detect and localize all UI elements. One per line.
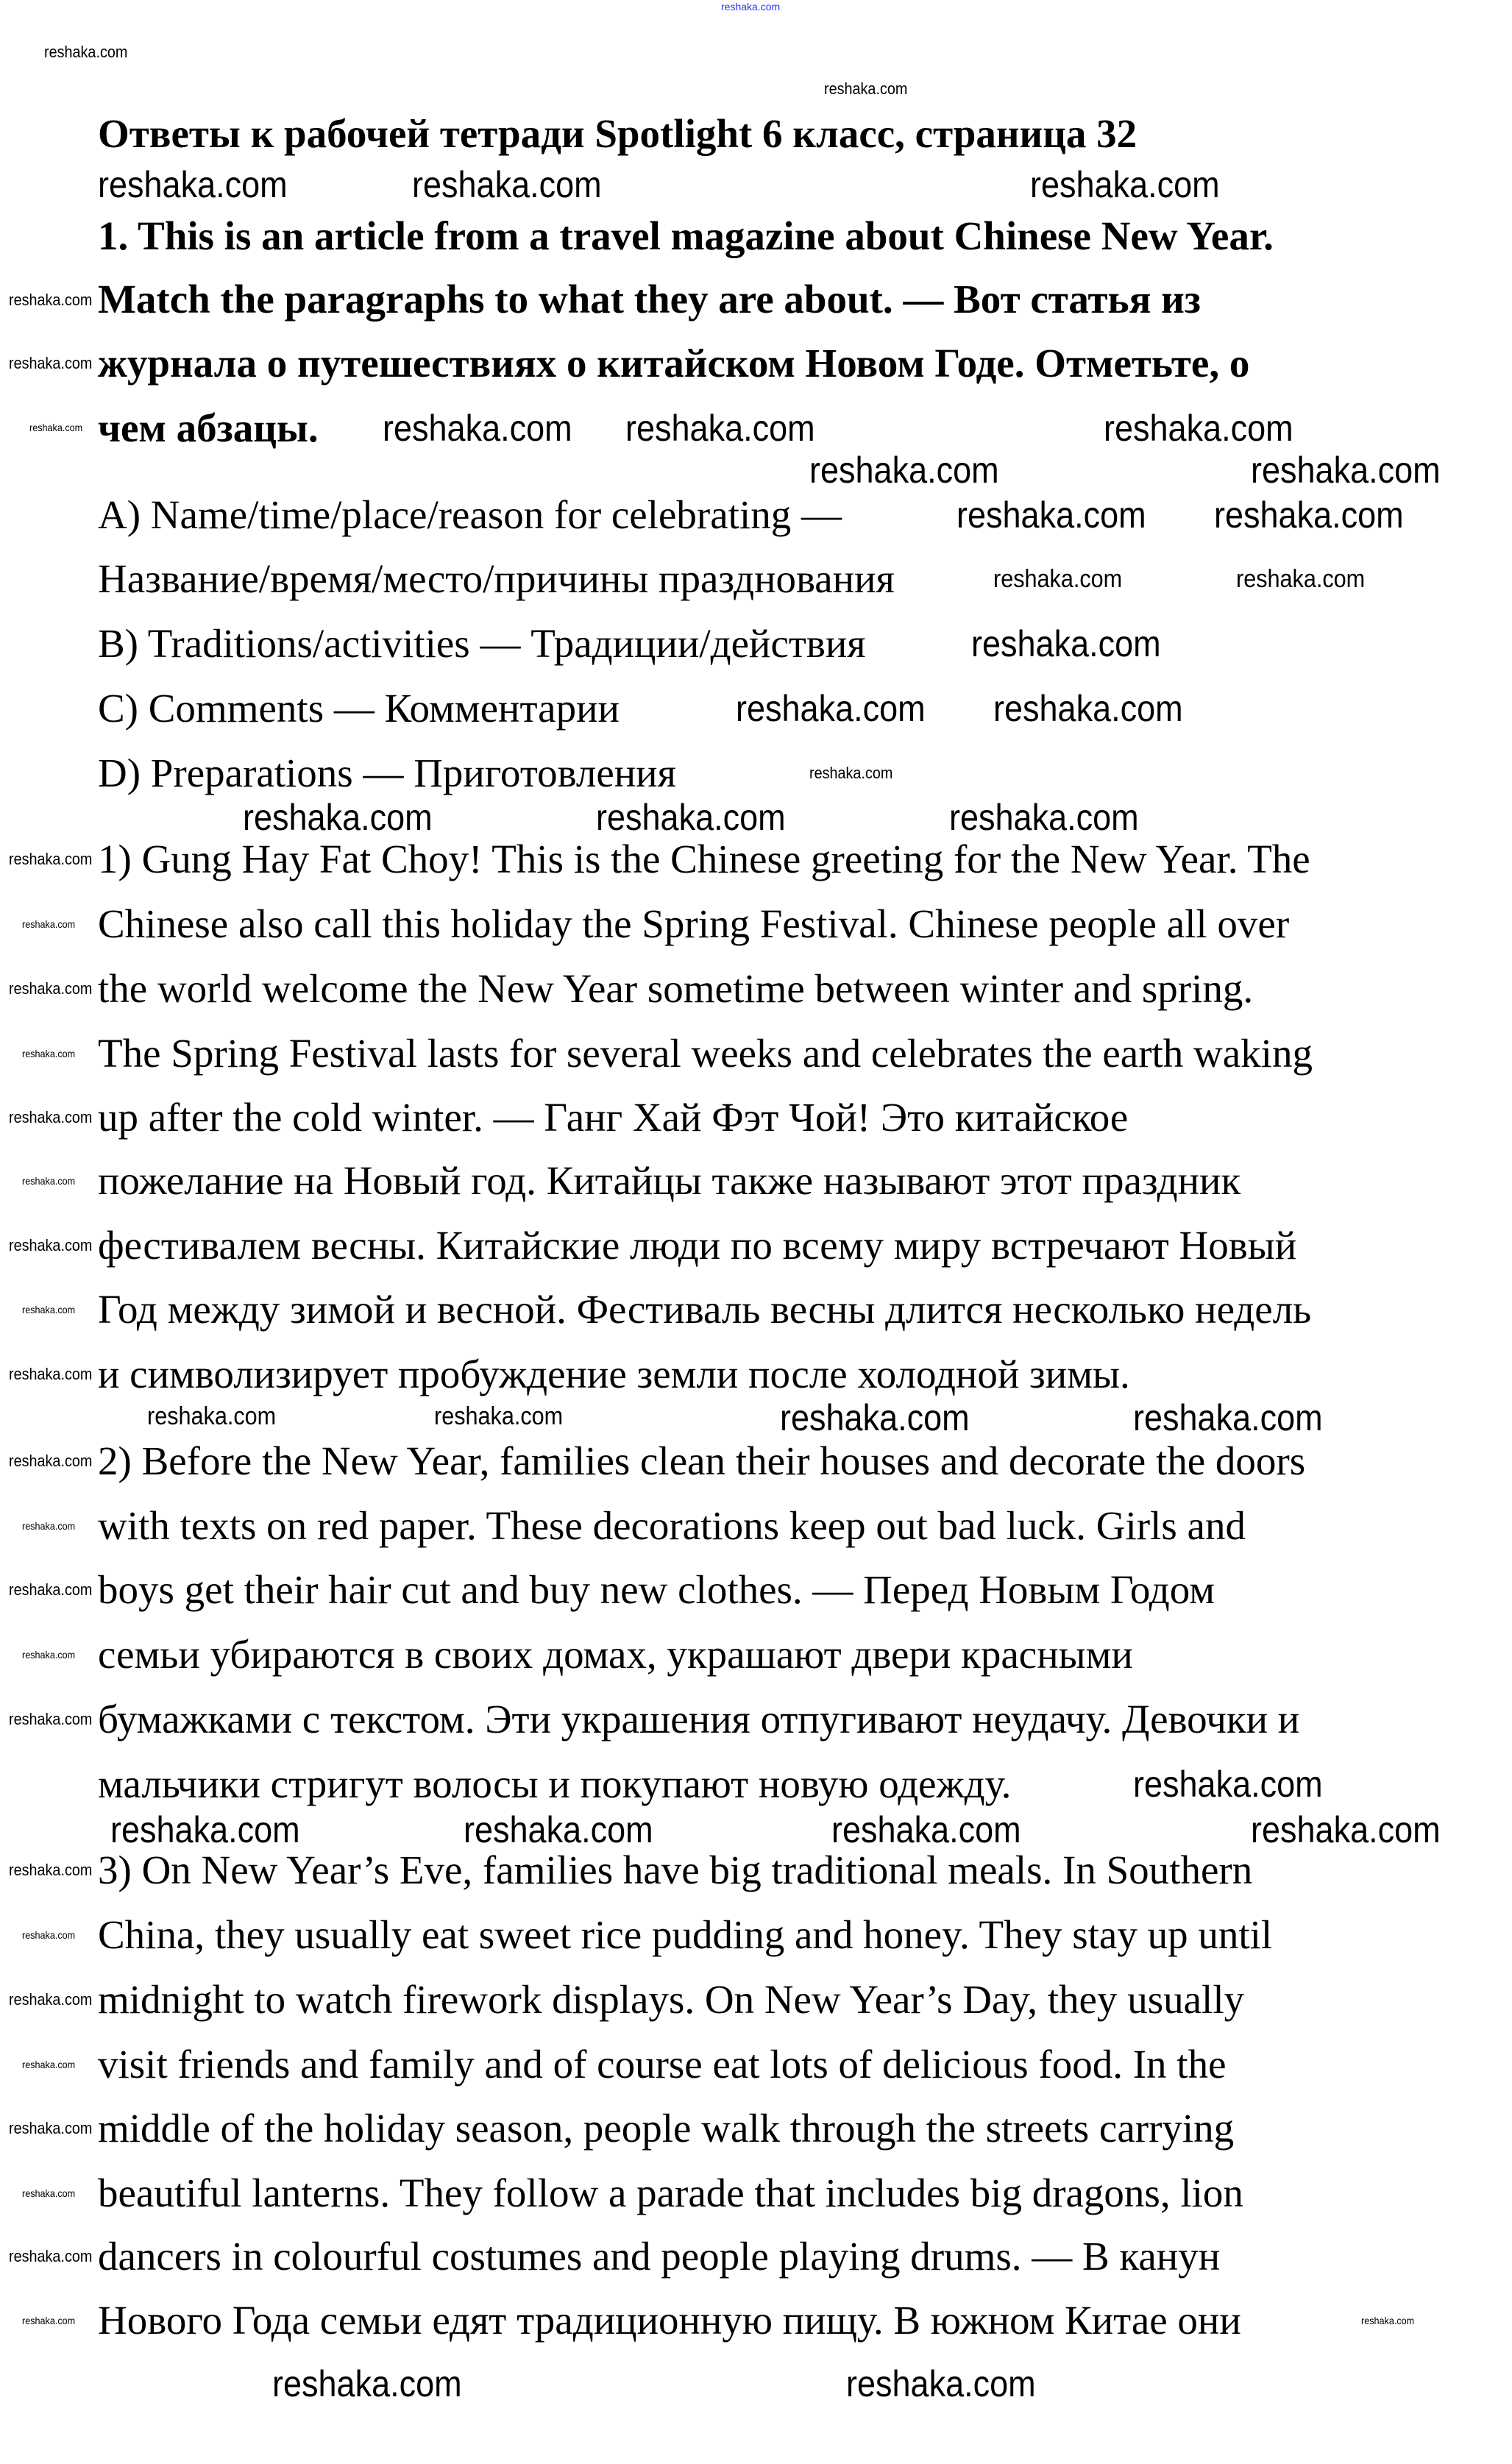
paragraph-1-line: и символизирует пробуждение земли после холодной зимы. [98,1352,1130,1396]
watermark: reshaka.com [22,918,76,930]
task-line: 1. This is an article from a travel magazine about Chinese New Year. [98,213,1274,258]
page-title: Ответы к рабочей тетради Spotlight 6 класс, страница 32 [98,111,1137,156]
watermark: reshaka.com [22,2315,76,2326]
paragraph-3-line: beautiful lanterns. They follow a parade that includes big dragons, lion [98,2170,1243,2215]
paragraph-3-line: midnight to watch firework displays. On New Year’s Day, they usually [98,1977,1245,2022]
paragraph-3-line: China, they usually eat sweet rice pudding and honey. They stay up until [98,1912,1273,1957]
option-line: C) Comments — Комментарии [98,686,620,731]
paragraph-2-line: семьи убираются в своих домах, украшают двери красными [98,1632,1133,1677]
watermark: reshaka.com [1251,450,1441,491]
watermark: reshaka.com [44,43,128,61]
paragraph-1-line: фестивалем весны. Китайские люди по всему миру встречают Новый [98,1223,1297,1268]
watermark: reshaka.com [949,797,1139,838]
paragraph-3-line: middle of the holiday season, people walk through the streets carrying [98,2106,1235,2151]
paragraph-1-line: 1) Gung Hay Fat Choy! This is the Chinese greeting for the New Year. The [98,837,1310,881]
paragraph-2-line: мальчики стригут волосы и покупают новую одежду. [98,1761,1012,1806]
watermark: reshaka.com [98,164,288,205]
watermark: reshaka.com [412,164,602,205]
watermark: reshaka.com [736,688,926,729]
watermark: reshaka.com [22,1649,76,1661]
paragraph-3-line: 3) On New Year’s Eve, families have big traditional meals. In Southern [98,1847,1253,1892]
watermark: reshaka.com [846,2363,1036,2404]
paragraph-1-line: the world welcome the New Year sometime between winter and spring. [98,966,1254,1011]
watermark: reshaka.com [596,797,786,838]
watermark: reshaka.com [22,1929,76,1941]
watermark: reshaka.com [625,408,815,449]
paragraph-2-line: 2) Before the New Year, families clean their houses and decorate the doors [98,1438,1306,1483]
watermark: reshaka.com [1030,164,1220,205]
watermark: reshaka.com [809,450,999,491]
paragraph-1-line: Год между зимой и весной. Фестиваль весны длится несколько недель [98,1287,1312,1332]
watermark: reshaka.com [9,979,93,998]
task-line: журнала о путешествиях о китайском Новом Годе. Отметьте, о [98,341,1250,386]
watermark: reshaka.com [9,354,93,372]
watermark: reshaka.com [22,2059,76,2070]
watermark: reshaka.com [1361,2315,1415,2326]
watermark: reshaka.com [22,1175,76,1187]
watermark: reshaka.com [9,850,93,868]
watermark: reshaka.com [9,291,93,309]
paragraph-1-line: Chinese also call this holiday the Spring Festival. Chinese people all over [98,901,1290,946]
watermark: reshaka.com [22,1520,76,1532]
paragraph-1-line: up after the cold winter. — Ганг Хай Фэт Чой! Это китайское [98,1095,1129,1140]
watermark: reshaka.com [9,1861,93,1879]
watermark: reshaka.com [383,408,572,449]
paragraph-2-line: with texts on red paper. These decorations keep out bad luck. Girls and [98,1503,1246,1548]
watermark: reshaka.com [1214,494,1404,536]
option-line: Название/время/место/причины празднования [98,556,895,601]
paragraph-1-line: The Spring Festival lasts for several weeks and celebrates the earth waking [98,1031,1313,1076]
watermark: reshaka.com [147,1402,277,1430]
watermark: reshaka.com [22,1304,76,1316]
watermark: reshaka.com [243,797,433,838]
watermark: reshaka.com [9,1108,93,1126]
watermark: reshaka.com [9,2247,93,2265]
watermark: reshaka.com [22,1048,76,1059]
watermark: reshaka.com [9,1236,93,1254]
watermark: reshaka.com [956,494,1146,536]
watermark: reshaka.com [9,1365,93,1383]
option-line: D) Preparations — Приготовления [98,750,676,795]
watermark: reshaka.com [9,1452,93,1470]
watermark: reshaka.com [780,1397,970,1438]
watermark: reshaka.com [29,422,83,433]
paragraph-1-line: пожелание на Новый год. Китайцы также называют этот праздник [98,1158,1241,1203]
watermark-top: reshaka.com [721,1,781,13]
watermark: reshaka.com [9,1990,93,2009]
watermark: reshaka.com [110,1809,300,1850]
watermark: reshaka.com [1251,1809,1441,1850]
watermark: reshaka.com [1133,1764,1323,1805]
paragraph-3-line: Нового Года семьи едят традиционную пищу. В южном Китае они [98,2298,1241,2343]
watermark: reshaka.com [434,1402,564,1430]
watermark: reshaka.com [1236,565,1366,593]
watermark: reshaka.com [22,2187,76,2199]
watermark: reshaka.com [831,1809,1021,1850]
paragraph-2-line: boys get their hair cut and buy new clothes. — Перед Новым Годом [98,1567,1215,1612]
watermark: reshaka.com [9,1710,93,1728]
paragraph-3-line: dancers in colourful costumes and people playing drums. — В канун [98,2234,1221,2279]
watermark: reshaka.com [1104,408,1293,449]
watermark: reshaka.com [1133,1397,1323,1438]
watermark: reshaka.com [9,2119,93,2137]
watermark: reshaka.com [824,79,908,98]
watermark: reshaka.com [993,688,1183,729]
task-line: чем абзацы. [98,405,319,450]
watermark: reshaka.com [464,1809,653,1850]
paragraph-3-line: visit friends and family and of course eat lots of delicious food. In the [98,2042,1227,2087]
paragraph-2-line: бумажками с текстом. Эти украшения отпугивают неудачу. Девочки и [98,1697,1300,1742]
option-line: B) Traditions/activities — Традиции/действия [98,621,866,666]
task-line: Match the paragraphs to what they are about. — Вот статья из [98,277,1201,322]
watermark: reshaka.com [809,764,893,782]
watermark: reshaka.com [272,2363,462,2404]
watermark: reshaka.com [9,1580,93,1599]
watermark: reshaka.com [971,623,1161,664]
watermark: reshaka.com [993,565,1123,593]
option-line: A) Name/time/place/reason for celebrating — [98,492,842,537]
